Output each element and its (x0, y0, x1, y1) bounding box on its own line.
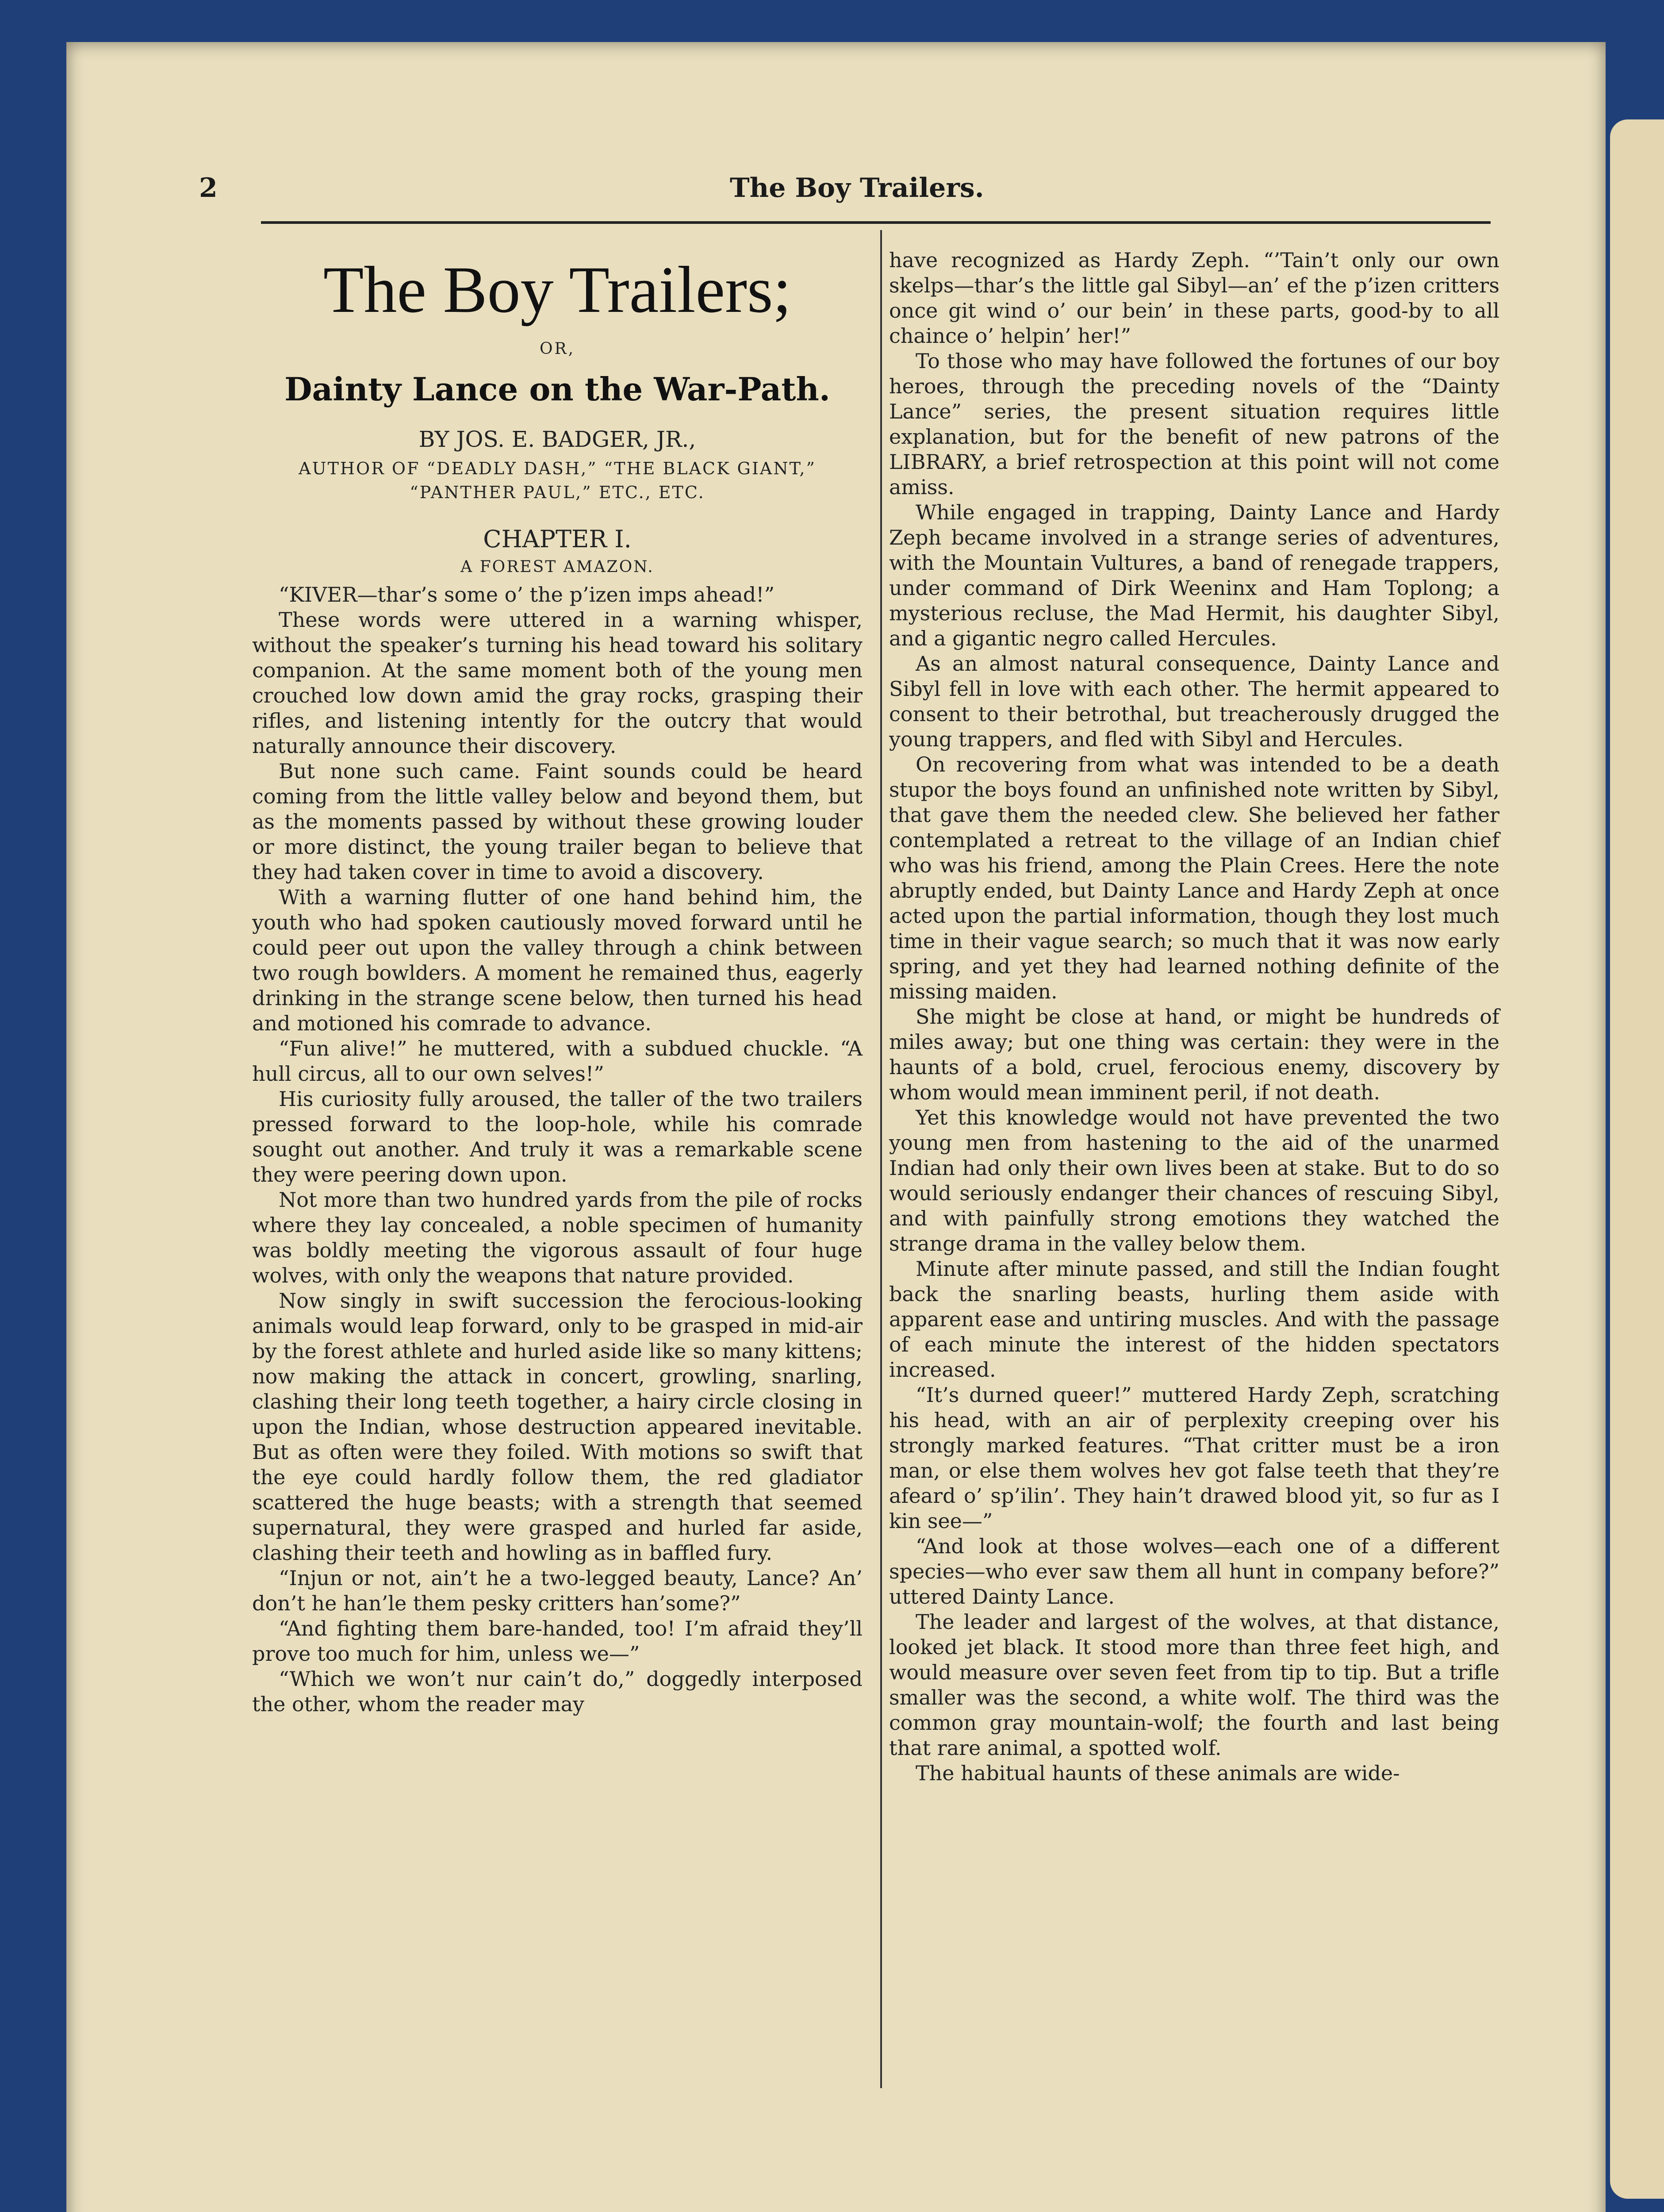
paragraph: These words were uttered in a warning whisper, without the speaker’s turning his head toward his solitary companion. At the same moment both of the young men crouched low down amid the gray rocks, grasping their rifles, and listening intently for the outcry that would naturally announce their discovery. (252, 608, 863, 758)
paragraph: His curiosity fully aroused, the taller of the two trailers pressed forward to the loop-hole, while his comrade sought out another. And truly it was a remarkable scene they were peering down upon. (252, 1087, 863, 1187)
paragraph: Minute after minute passed, and still the Indian fought back the snarling beasts, hurling them aside with apparent ease and untiring muscles. And with the passage of each minute the interest of the hidden spectators increased. (889, 1257, 1499, 1382)
paragraph: She might be close at hand, or might be hundreds of miles away; but one thing was certain: they were in the haunts of a bold, cruel, ferocious enemy, discovery by whom would mean imminent peril, if not death. (889, 1005, 1499, 1104)
paragraph: Yet this knowledge would not have prevented the two young men from hastening to the aid of the unarmed Indian had only their own lives been at stake. But to do so would seriously endanger their chances of rescuing Sibyl, and with painfully strong emotions they watched the strange drama in the valley below them. (889, 1106, 1499, 1256)
paragraph: Now singly in swift succession the ferocious-looking animals would leap forward, only to be grasped in mid-air by the forest athlete and hurled aside like so many kittens; now making the attack in concert, growling, snarling, clashing their long teeth together, a hairy circle closing in upon the Indian, whose destruction appeared inevitable. But as often were they foiled. With motions so swift that the eye could hardly follow them, the red gladiator scattered the huge beasts; with a strength that seemed supernatural, they were grasped and hurled far aside, clashing their teeth and howling as in baffled fury. (252, 1289, 863, 1565)
header-rule (261, 221, 1491, 224)
story-subtitle: Dainty Lance on the War-Path. (284, 370, 830, 408)
page-number: 2 (199, 173, 218, 204)
paragraph: With a warning flutter of one hand behind him, the youth who had spoken cautiously moved forward until he could peer out upon the valley through a chink between two rough bowlders. A moment he remained thus, eagerly drinking in the strange scene below, then turned his head and motioned his comrade to advance. (252, 885, 863, 1035)
byline: BY JOS. E. BADGER, JR., (418, 426, 696, 452)
paragraph: The leader and largest of the wolves, at that distance, looked jet black. It stood more than three feet high, and would measure over seven feet from tip to tip. But a trifle smaller was the second, a white wolf. The third was the common gray mountain-wolf; the fourth and last being that rare animal, a spotted wolf. (889, 1610, 1499, 1760)
paragraph: As an almost natural consequence, Dainty Lance and Sibyl fell in love with each other. The hermit appeared to consent to their betrothal, but treacherously drugged the young trappers, and fled with Sibyl and Hercules. (889, 652, 1499, 751)
paragraph: But none such came. Faint sounds could be heard coming from the little valley below and beyond them, but as the moments passed by without these growing louder or more distinct, the young trailer began to believe that they had taken cover in time to avoid a discovery. (252, 759, 863, 884)
chapter-title: A FOREST AMAZON. (460, 558, 654, 576)
paragraph: On recovering from what was intended to be a death stupor the boys found an unfinished note written by Sibyl, that gave them the needed clew. She believed her father contemplated a retreat to the village of an Indian chief who was his friend, among the Plain Crees. Here the note abruptly ended, but Dainty Lance and Hardy Zeph at once acted upon the partial information, though they lost much time in their vague search; so much that it was now early spring, and yet they had learned nothing definite of the missing maiden. (889, 753, 1499, 1003)
paragraph: “And fighting them bare-handed, too! I’m afraid they’ll prove too much for him, unless we—” (252, 1617, 863, 1666)
left-column (252, 252, 863, 1717)
running-title: The Boy Trailers. (730, 173, 984, 204)
paragraph: “KIVER—thar’s some o’ the p’izen imps ahead!” (279, 583, 775, 607)
author-of: AUTHOR OF “DEADLY DASH,” “THE BLACK GIANT,” “PANTHER PAUL,” ETC., ETC. (299, 459, 816, 502)
title-or: OR, (539, 340, 575, 358)
right-column (889, 248, 1499, 1786)
paragraph: have recognized as Hardy Zeph. “’Tain’t only our own skelps—thar’s the little gal Sibyl—an’ ef the p’izen critters once git wind o’ our bein’ in these parts, good-by to all chaince o’ helpin’ her!” (889, 248, 1499, 348)
chapter-heading: CHAPTER I. (483, 525, 632, 553)
paragraph: While engaged in trapping, Dainty Lance and Hardy Zeph became involved in a strange series of adventures, with the Mountain Vultures, a band of renegade trappers, under command of Dirk Weeninx and Ham Toplong; a mysterious recluse, the Mad Hermit, his daughter Sibyl, and a gigantic negro called Hercules. (889, 500, 1499, 650)
running-head (199, 173, 1495, 212)
paragraph: To those who may have followed the fortunes of our boy heroes, through the preceding novels of the “Dainty Lance” series, the present situation requires little explanation, but for the benefit of new patrons of the LIBRARY, a brief retrospection at this point will not come amiss. (889, 349, 1499, 499)
paragraph: “And look at those wolves—each one of a different species—who ever saw them all hunt in company before?” uttered Dainty Lance. (889, 1534, 1499, 1609)
paragraph: “It’s durned queer!” muttered Hardy Zeph, scratching his head, with an air of perplexity creeping over his strongly marked features. “That critter must be a iron man, or else them wolves hev got false teeth that they’re afeard o’ sp’ilin’. They hain’t drawed blood yit, so fur as I kin see—” (889, 1383, 1499, 1533)
paragraph: The habitual haunts of these animals are wide- (916, 1761, 1400, 1785)
paragraph: “Which we won’t nur cain’t do,” doggedly interposed the other, whom the reader may (252, 1667, 863, 1716)
paragraph: “Injun or not, ain’t he a two-legged beauty, Lance? An’ don’t he han’le them pesky critters han’some?” (252, 1566, 863, 1615)
paragraph: Not more than two hundred yards from the pile of rocks where they lay concealed, a noble specimen of humanity was boldly meeting the vigorous assault of four huge wolves, with only the weapons that nature provided. (252, 1188, 863, 1287)
column-divider (880, 230, 882, 2088)
paragraph: “Fun alive!” he muttered, with a subdued chuckle. “A hull circus, all to our own selves!” (252, 1037, 863, 1086)
story-title: The Boy Trailers; (323, 253, 792, 326)
adjacent-page-edge (1610, 119, 1664, 2199)
